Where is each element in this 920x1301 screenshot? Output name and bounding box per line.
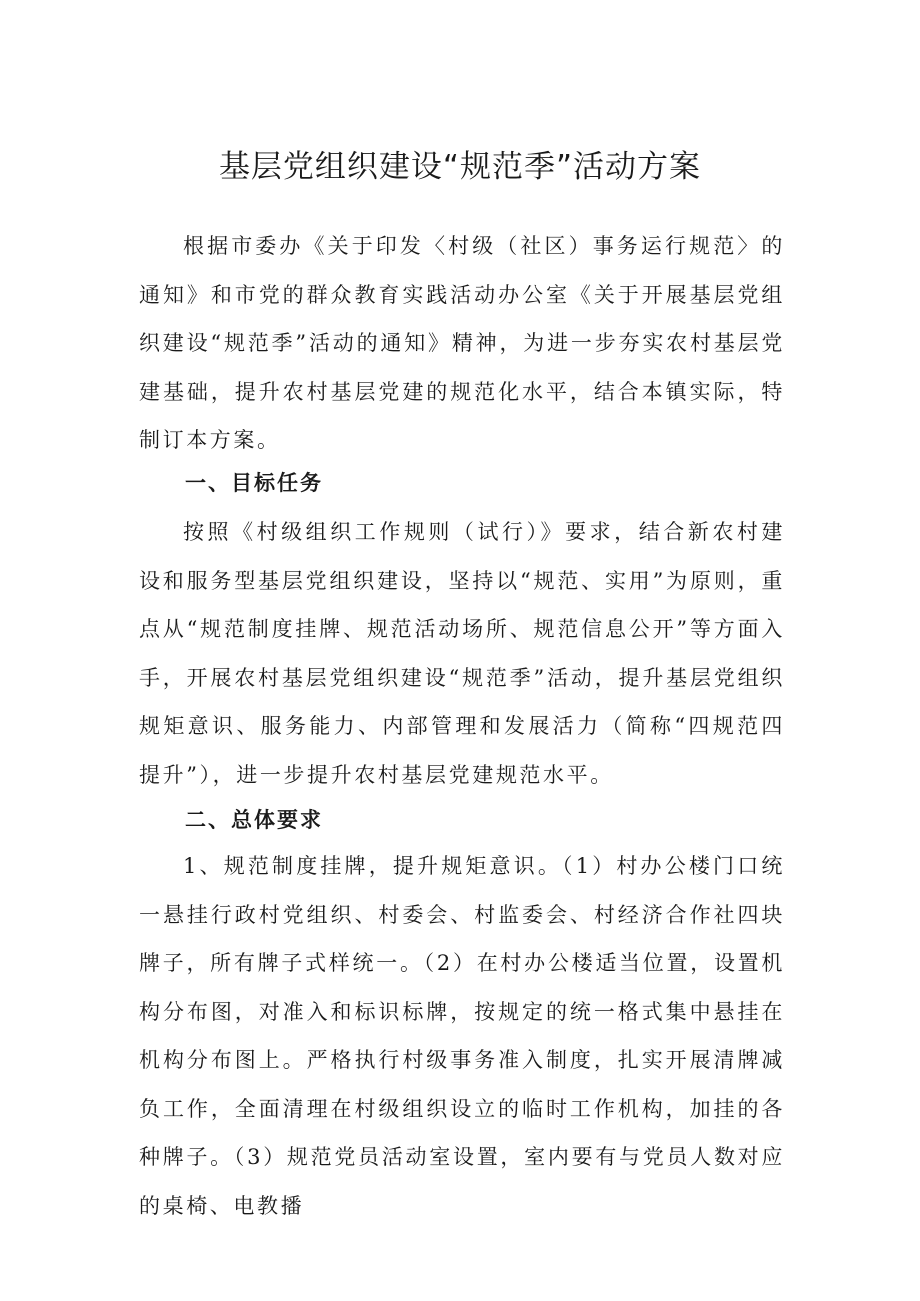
document-title: 基层党组织建设“规范季”活动方案	[218, 149, 702, 185]
section-heading-goals: 一、目标任务	[185, 471, 323, 495]
intro-paragraph: 根据市委办《关于印发〈村级（社区）事务运行规范〉的通知》和市党的群众教育实践活动办公室《关于开展基层党组织建设“规范季”活动的通知》精神，为进一步夯实农村基层党建基础，提升农村基层党建的规范化水平，结合本镇实际，特制订本方案。	[139, 234, 785, 452]
section-heading-requirements: 二、总体要求	[185, 808, 323, 832]
section-paragraph-goals: 按照《村级组织工作规则（试行）》要求，结合新农村建设和服务型基层党组织建设，坚持以“规范、实用”为原则，重点从“规范制度挂牌、规范活动场所、规范信息公开”等方面入手，开展农村基层党组织建设“规范季”活动，提升基层党组织规矩意识、服务能力、内部管理和发展活力（简称“四规范四提升”），进一步提升农村基层党建规范水平。	[139, 520, 785, 787]
section-paragraph-requirements: 1、规范制度挂牌，提升规矩意识。（1）村办公楼门口统一悬挂行政村党组织、村委会、村监委会、村经济合作社四块牌子，所有牌子式样统一。（2）在村办公楼适当位置，设置机构分布图，对准入和标识标牌，按规定的统一格式集中悬挂在机构分布图上。严格执行村级事务准入制度，扎实开展清牌减负工作，全面清理在村级组织设立的临时工作机构，加挂的各种牌子。（3）规范党员活动室设置，室内要有与党员人数对应的桌椅、电教播	[139, 854, 785, 1218]
